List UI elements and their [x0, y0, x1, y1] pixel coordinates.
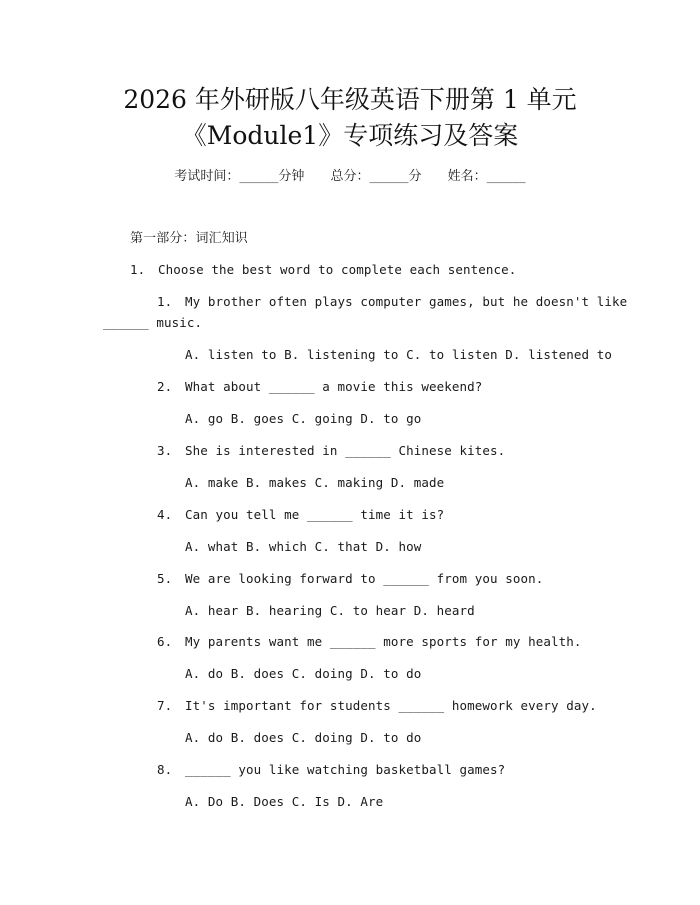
question-number: 4.: [157, 507, 173, 522]
question-text: She is interested in ______ Chinese kites.: [185, 443, 506, 458]
section-instruction: [130, 261, 516, 279]
exam-time-field: 考试时间：______分钟: [174, 169, 305, 184]
question-5: [157, 570, 543, 588]
document-title-line-1: 2026 年外研版八年级英语下册第 1 单元: [123, 85, 577, 114]
question-6-options: A. do B. does C. doing D. to do: [185, 666, 422, 681]
question-number: 6.: [157, 634, 173, 649]
instruction-text: Choose the best word to complete each sentence.: [158, 262, 517, 277]
question-1: [157, 293, 627, 311]
student-name-field: 姓名：______: [447, 169, 526, 184]
question-text: My parents want me ______ more sports for my health.: [185, 634, 582, 649]
question-8-options: A. Do B. Does C. Is D. Are: [185, 794, 384, 809]
question-2-options: A. go B. goes C. going D. to go: [185, 411, 422, 426]
question-3: [157, 442, 505, 460]
question-text: Can you tell me ______ time it is?: [185, 507, 445, 522]
question-7-options: A. do B. does C. doing D. to do: [185, 730, 422, 745]
question-number: 2.: [157, 379, 173, 394]
question-7: [157, 697, 597, 715]
section-heading: 第一部分：词汇知识: [130, 231, 248, 246]
question-2: [157, 378, 482, 396]
exam-meta-row: [0, 168, 700, 186]
question-8: [157, 761, 505, 779]
question-6: [157, 633, 582, 651]
question-number: 1.: [157, 294, 173, 309]
question-text: It's important for students ______ homework every day.: [185, 698, 597, 713]
question-1-continued: ______ music.: [103, 315, 203, 330]
instruction-number: 1.: [130, 262, 146, 277]
question-number: 8.: [157, 762, 173, 777]
question-text: ______ you like watching basketball games?: [185, 762, 506, 777]
question-4: [157, 506, 444, 524]
document-title-line-2: 《Module1》专项练习及答案: [181, 121, 519, 150]
question-number: 5.: [157, 571, 173, 586]
question-4-options: A. what B. which C. that D. how: [185, 539, 422, 554]
question-number: 3.: [157, 443, 173, 458]
question-text: My brother often plays computer games, but he doesn't like: [185, 294, 628, 309]
question-number: 7.: [157, 698, 173, 713]
question-5-options: A. hear B. hearing C. to hear D. heard: [185, 603, 475, 618]
question-text: What about ______ a movie this weekend?: [185, 379, 483, 394]
question-text: We are looking forward to ______ from you soon.: [185, 571, 544, 586]
total-score-field: 总分：______分: [330, 169, 422, 184]
question-3-options: A. make B. makes C. making D. made: [185, 475, 445, 490]
question-1-options: A. listen to B. listening to C. to listen D. listened to: [185, 347, 613, 362]
